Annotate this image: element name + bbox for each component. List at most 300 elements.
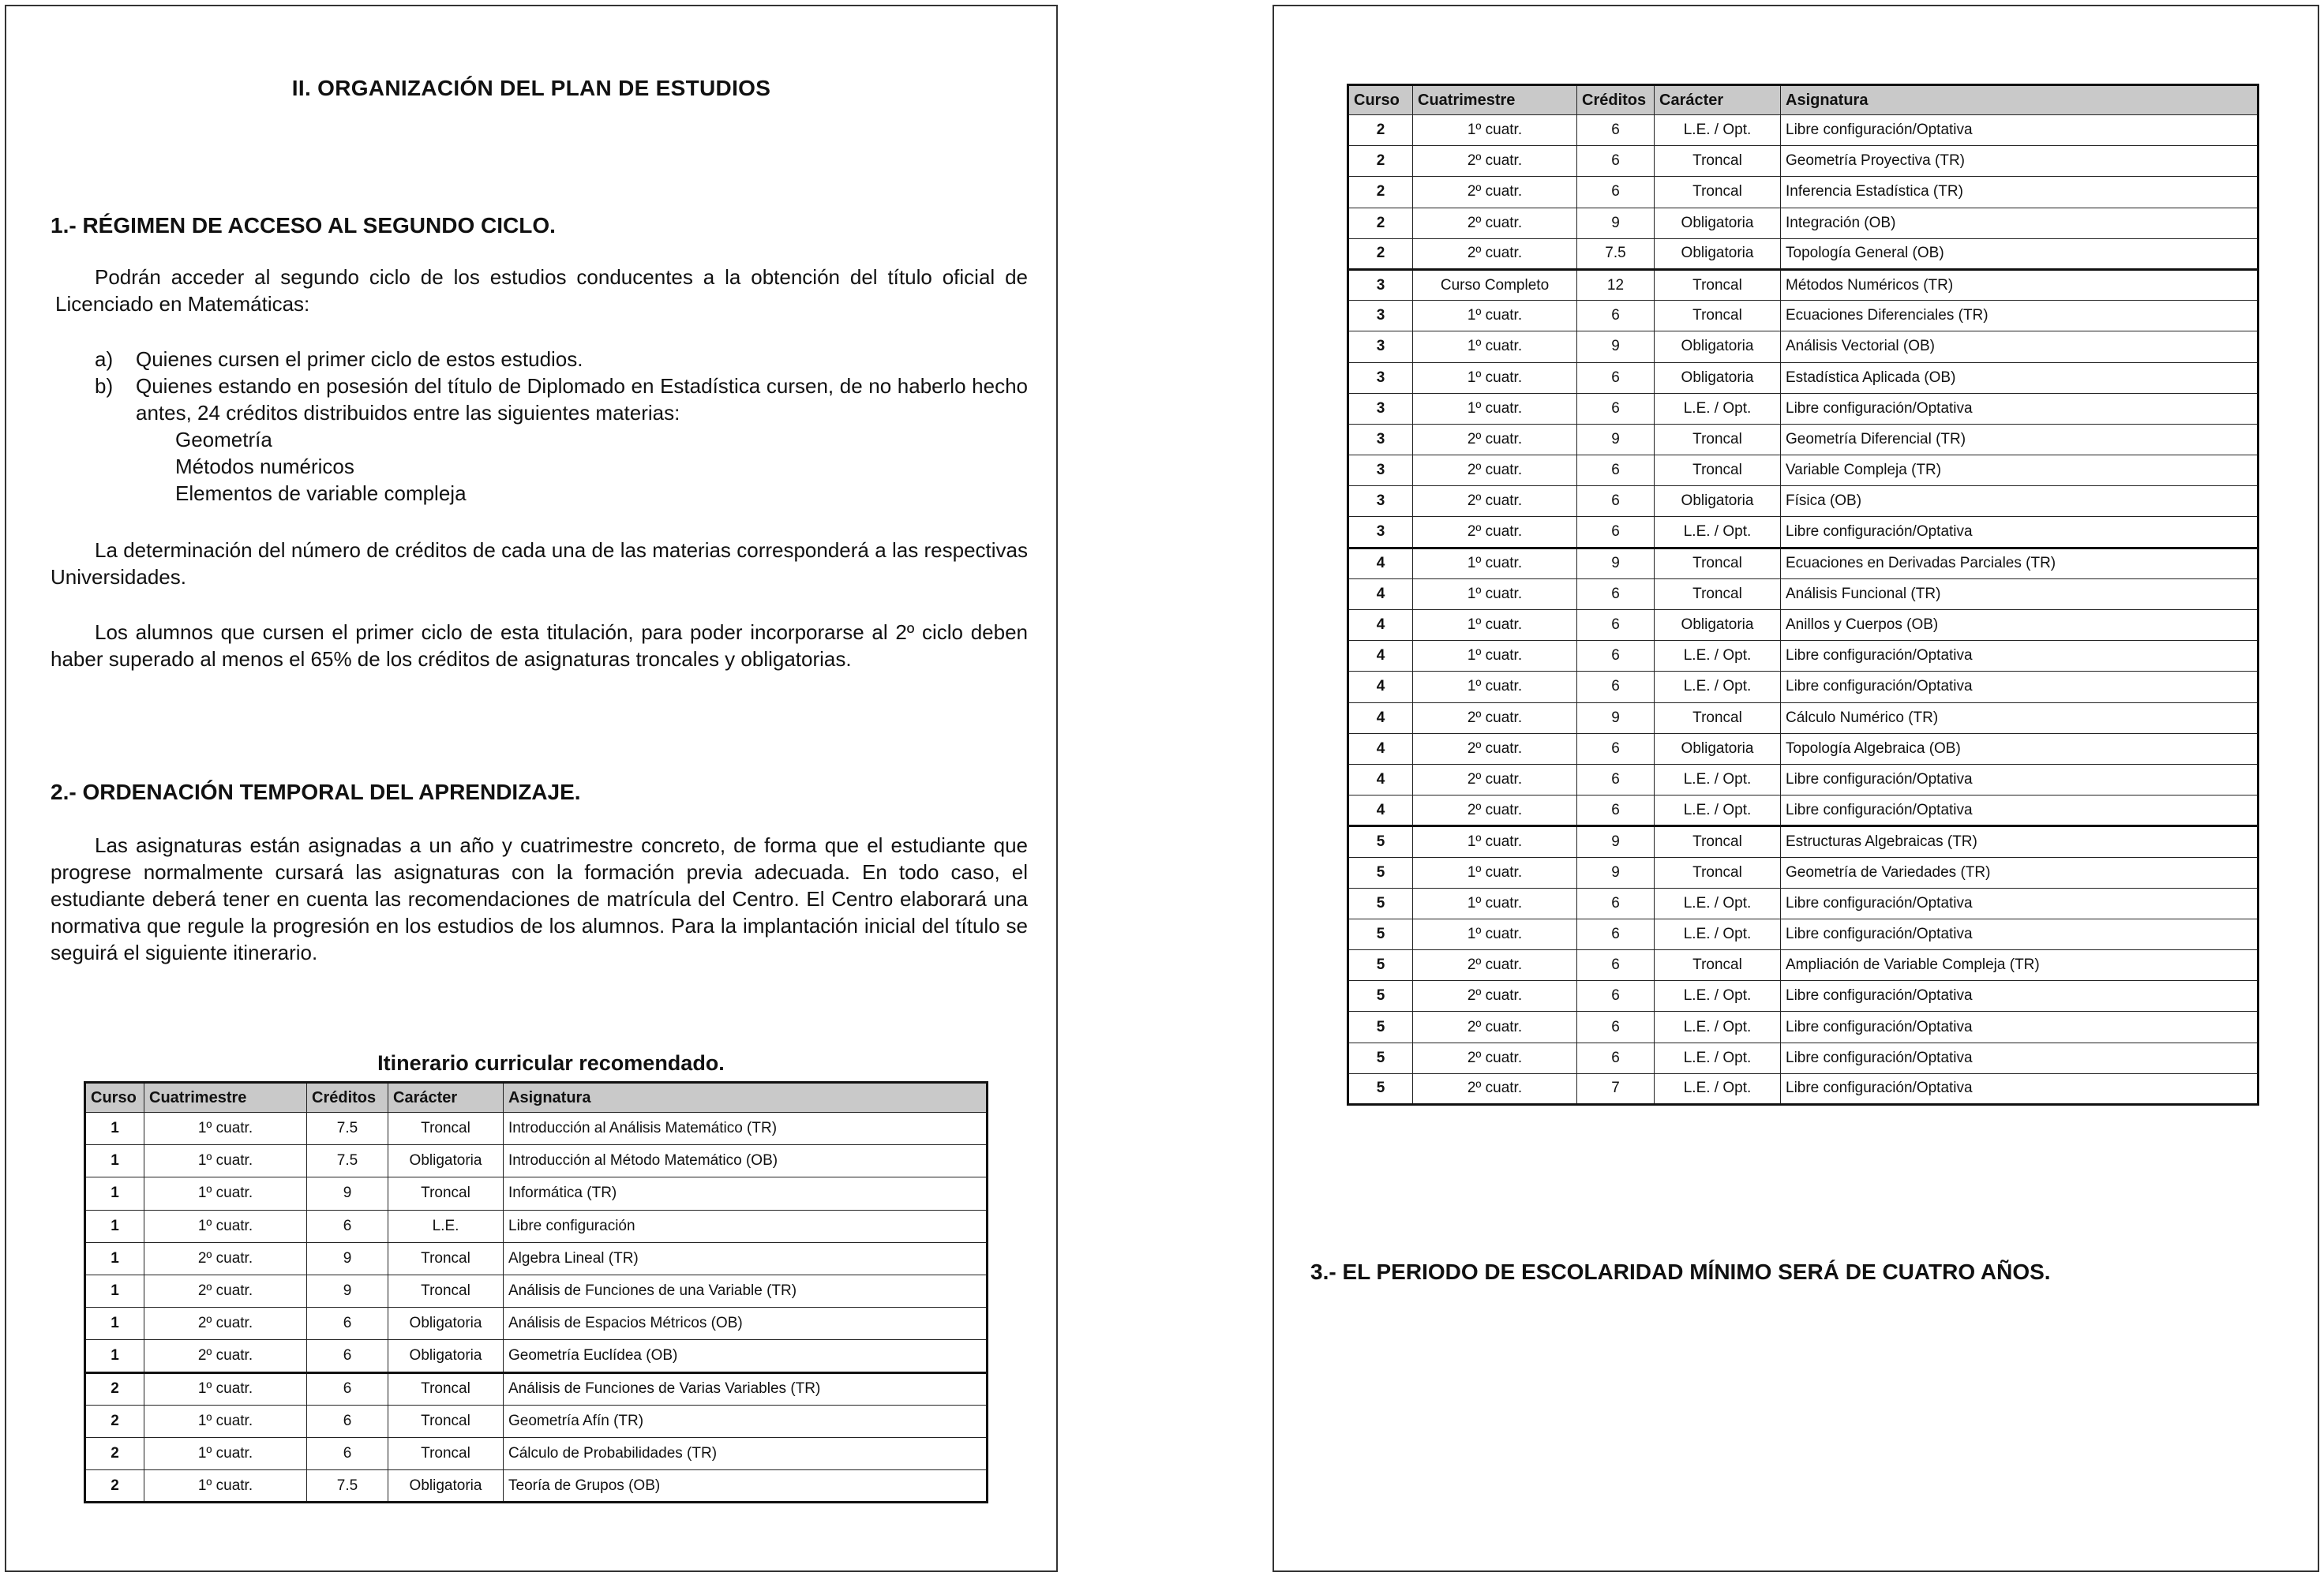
cell-asignatura: Ecuaciones Diferenciales (TR) — [1781, 301, 2258, 331]
cell-creditos: 6 — [1577, 486, 1655, 517]
cell-asignatura: Inferencia Estadística (TR) — [1781, 177, 2258, 208]
cell-cuatrimestre: 2º cuatr. — [1413, 950, 1577, 981]
table-row — [85, 1437, 988, 1469]
cell-creditos: 7.5 — [307, 1113, 388, 1145]
cell-creditos: 6 — [1577, 578, 1655, 609]
cell-asignatura: Integración (OB) — [1781, 208, 2258, 238]
header-caracter: Carácter — [388, 1083, 504, 1113]
cell-curso: 4 — [1348, 764, 1413, 795]
cell-cuatrimestre: 2º cuatr. — [144, 1340, 307, 1372]
cell-asignatura: Geometría Diferencial (TR) — [1781, 424, 2258, 455]
cell-cuatrimestre: 2º cuatr. — [144, 1242, 307, 1275]
cell-curso: 3 — [1348, 362, 1413, 393]
cell-cuatrimestre: 2º cuatr. — [1413, 208, 1577, 238]
cell-cuatrimestre: 2º cuatr. — [1413, 981, 1577, 1012]
table-row — [1348, 208, 2258, 238]
access-item-b-text: Quienes estando en posesión del título de Diplomado en Estadística cursen, de no haberlo hecho antes, 24 créditos distribuidos entre las siguientes materias: — [136, 374, 1028, 425]
cell-cuatrimestre: 2º cuatr. — [1413, 1043, 1577, 1073]
cell-cuatrimestre: 1º cuatr. — [144, 1437, 307, 1469]
cell-caracter: L.E. / Opt. — [1655, 888, 1781, 919]
cell-caracter: Troncal — [388, 1113, 504, 1145]
cell-asignatura: Análisis de Espacios Métricos (OB) — [504, 1308, 988, 1340]
table-row — [1348, 919, 2258, 949]
cell-cuatrimestre: 1º cuatr. — [144, 1210, 307, 1242]
cell-curso: 5 — [1348, 981, 1413, 1012]
cell-caracter: Obligatoria — [1655, 208, 1781, 238]
cell-creditos: 9 — [307, 1242, 388, 1275]
cell-creditos: 6 — [1577, 301, 1655, 331]
cell-asignatura: Libre configuración/Optativa — [1781, 796, 2258, 826]
table-row — [1348, 1043, 2258, 1073]
cell-curso: 2 — [1348, 208, 1413, 238]
cell-caracter: Troncal — [1655, 950, 1781, 981]
cell-curso: 3 — [1348, 301, 1413, 331]
table-row — [85, 1308, 988, 1340]
cell-asignatura: Análisis de Funciones de Varias Variables (TR) — [504, 1372, 988, 1405]
cell-caracter: Troncal — [1655, 301, 1781, 331]
cell-creditos: 6 — [1577, 1043, 1655, 1073]
cell-asignatura: Análisis de Funciones de una Variable (TR) — [504, 1275, 988, 1307]
cell-creditos: 6 — [1577, 796, 1655, 826]
cell-creditos: 6 — [1577, 393, 1655, 424]
table-row — [85, 1242, 988, 1275]
cell-caracter: Obligatoria — [1655, 331, 1781, 362]
cell-caracter: Obligatoria — [1655, 733, 1781, 764]
section-1-intro — [55, 264, 1028, 317]
header-cuatrimestre: Cuatrimestre — [1413, 85, 1577, 115]
cell-curso: 3 — [1348, 424, 1413, 455]
cell-curso: 4 — [1348, 702, 1413, 733]
table-row — [1348, 764, 2258, 795]
cell-creditos: 6 — [1577, 641, 1655, 672]
cell-cuatrimestre: 1º cuatr. — [144, 1113, 307, 1145]
cell-curso: 4 — [1348, 796, 1413, 826]
table-row — [1348, 455, 2258, 486]
table-row — [1348, 1073, 2258, 1104]
cell-cuatrimestre: 1º cuatr. — [144, 1470, 307, 1503]
header-creditos: Créditos — [307, 1083, 388, 1113]
cell-asignatura: Física (OB) — [1781, 486, 2258, 517]
cell-caracter: L.E. / Opt. — [1655, 393, 1781, 424]
cell-asignatura: Topología General (OB) — [1781, 238, 2258, 269]
table-row — [1348, 672, 2258, 702]
table-row — [85, 1275, 988, 1307]
cell-creditos: 9 — [1577, 548, 1655, 578]
cell-cuatrimestre: 2º cuatr. — [1413, 455, 1577, 486]
header-cuatrimestre: Cuatrimestre — [144, 1083, 307, 1113]
cell-asignatura: Geometría de Variedades (TR) — [1781, 857, 2258, 888]
cell-curso: 2 — [85, 1405, 144, 1437]
table-row — [1348, 331, 2258, 362]
section-1-heading: 1.- RÉGIMEN DE ACCESO AL SEGUNDO CICLO. — [51, 213, 556, 238]
cell-curso: 2 — [85, 1437, 144, 1469]
cell-caracter: Troncal — [1655, 702, 1781, 733]
cell-caracter: Obligatoria — [388, 1308, 504, 1340]
table-row — [1348, 146, 2258, 177]
right-page — [1273, 5, 2319, 1572]
cell-caracter: Troncal — [388, 1437, 504, 1469]
cell-caracter: Obligatoria — [1655, 610, 1781, 641]
section-2-heading: 2.- ORDENACIÓN TEMPORAL DEL APRENDIZAJE. — [51, 780, 581, 804]
cell-creditos: 6 — [1577, 517, 1655, 548]
table-row — [1348, 238, 2258, 269]
cell-curso: 5 — [1348, 857, 1413, 888]
cell-cuatrimestre: 2º cuatr. — [144, 1308, 307, 1340]
cell-asignatura: Libre configuración — [504, 1210, 988, 1242]
cell-asignatura: Introducción al Análisis Matemático (TR) — [504, 1113, 988, 1145]
table-caption: Itinerario curricular recomendado. — [377, 1051, 725, 1075]
cell-asignatura: Anillos y Cuerpos (OB) — [1781, 610, 2258, 641]
subject-item: Métodos numéricos — [175, 455, 354, 478]
header-asignatura: Asignatura — [1781, 85, 2258, 115]
cell-asignatura: Estructuras Algebraicas (TR) — [1781, 826, 2258, 857]
table-row — [85, 1405, 988, 1437]
cell-cuatrimestre: 2º cuatr. — [1413, 764, 1577, 795]
table-row — [85, 1113, 988, 1145]
cell-creditos: 9 — [1577, 208, 1655, 238]
table-row — [1348, 517, 2258, 548]
table-row — [1348, 424, 2258, 455]
table-row — [1348, 981, 2258, 1012]
cell-cuatrimestre: Curso Completo — [1413, 269, 1577, 300]
section-3-heading: 3.- EL PERIODO DE ESCOLARIDAD MÍNIMO SERÁ DE CUATRO AÑOS. — [1310, 1260, 2051, 1284]
cell-curso: 4 — [1348, 548, 1413, 578]
table-row — [85, 1372, 988, 1405]
cell-cuatrimestre: 2º cuatr. — [1413, 177, 1577, 208]
cell-caracter: Troncal — [1655, 826, 1781, 857]
table-row — [1348, 362, 2258, 393]
table-row — [1348, 115, 2258, 146]
cell-curso: 3 — [1348, 517, 1413, 548]
table-row — [1348, 857, 2258, 888]
cell-creditos: 9 — [1577, 702, 1655, 733]
cell-cuatrimestre: 1º cuatr. — [144, 1405, 307, 1437]
curriculum-table-left — [84, 1081, 988, 1503]
cell-caracter: Troncal — [388, 1275, 504, 1307]
header-asignatura: Asignatura — [504, 1083, 988, 1113]
cell-creditos: 9 — [1577, 424, 1655, 455]
header-caracter: Carácter — [1655, 85, 1781, 115]
cell-caracter: L.E. / Opt. — [1655, 764, 1781, 795]
cell-asignatura: Geometría Euclídea (OB) — [504, 1340, 988, 1372]
cell-caracter: Obligatoria — [388, 1145, 504, 1177]
cell-curso: 5 — [1348, 826, 1413, 857]
cell-asignatura: Libre configuración/Optativa — [1781, 115, 2258, 146]
table-row — [1348, 301, 2258, 331]
table-header-row — [85, 1083, 988, 1113]
cell-caracter: L.E. / Opt. — [1655, 981, 1781, 1012]
cell-asignatura: Libre configuración/Optativa — [1781, 517, 2258, 548]
access-list — [95, 346, 1028, 507]
table-row — [1348, 888, 2258, 919]
table-row — [1348, 733, 2258, 764]
cell-caracter: Troncal — [1655, 455, 1781, 486]
subject-item: Geometría — [175, 428, 272, 451]
table-row — [1348, 393, 2258, 424]
cell-creditos: 6 — [1577, 981, 1655, 1012]
cell-creditos: 6 — [1577, 919, 1655, 949]
cell-cuatrimestre: 1º cuatr. — [1413, 301, 1577, 331]
table-row — [1348, 610, 2258, 641]
cell-caracter: L.E. / Opt. — [1655, 517, 1781, 548]
cell-caracter: Troncal — [388, 1242, 504, 1275]
cell-caracter: L.E. / Opt. — [1655, 919, 1781, 949]
cell-cuatrimestre: 2º cuatr. — [1413, 486, 1577, 517]
cell-cuatrimestre: 1º cuatr. — [1413, 641, 1577, 672]
cell-curso: 5 — [1348, 888, 1413, 919]
cell-cuatrimestre: 1º cuatr. — [144, 1372, 307, 1405]
cell-caracter: Obligatoria — [1655, 362, 1781, 393]
cell-creditos: 6 — [1577, 362, 1655, 393]
cell-cuatrimestre: 2º cuatr. — [1413, 146, 1577, 177]
cell-curso: 3 — [1348, 269, 1413, 300]
cell-creditos: 6 — [307, 1340, 388, 1372]
table-row — [1348, 486, 2258, 517]
cell-asignatura: Libre configuración/Optativa — [1781, 393, 2258, 424]
cell-curso: 1 — [85, 1275, 144, 1307]
cell-creditos: 6 — [307, 1308, 388, 1340]
header-creditos: Créditos — [1577, 85, 1655, 115]
cell-cuatrimestre: 1º cuatr. — [144, 1177, 307, 1210]
curriculum-table-right — [1347, 84, 2259, 1106]
cell-creditos: 9 — [307, 1177, 388, 1210]
cell-curso: 2 — [85, 1470, 144, 1503]
cell-cuatrimestre: 1º cuatr. — [1413, 578, 1577, 609]
cell-caracter: Obligatoria — [388, 1470, 504, 1503]
cell-asignatura: Geometría Proyectiva (TR) — [1781, 146, 2258, 177]
cell-creditos: 6 — [1577, 733, 1655, 764]
cell-caracter: L.E. / Opt. — [1655, 641, 1781, 672]
cell-curso: 5 — [1348, 1043, 1413, 1073]
cell-curso: 1 — [85, 1242, 144, 1275]
cell-caracter: Troncal — [1655, 269, 1781, 300]
cell-curso: 3 — [1348, 455, 1413, 486]
header-curso: Curso — [1348, 85, 1413, 115]
cell-creditos: 6 — [1577, 455, 1655, 486]
cell-caracter: Obligatoria — [1655, 486, 1781, 517]
table-row — [1348, 269, 2258, 300]
cell-creditos: 6 — [1577, 115, 1655, 146]
cell-asignatura: Teoría de Grupos (OB) — [504, 1470, 988, 1503]
cell-cuatrimestre: 1º cuatr. — [1413, 115, 1577, 146]
cell-curso: 1 — [85, 1308, 144, 1340]
cell-asignatura: Libre configuración/Optativa — [1781, 1043, 2258, 1073]
cell-creditos: 9 — [1577, 826, 1655, 857]
cell-cuatrimestre: 2º cuatr. — [1413, 424, 1577, 455]
cell-caracter: Troncal — [1655, 548, 1781, 578]
section-2-para: Las asignaturas están asignadas a un año y cuatrimestre concreto, de forma que el estudiante que progrese normalmente cursará las asignaturas con la formación previa adecuada. En todo caso, el estudiante deberá tener en cuenta las recomendaciones de matrícula del Centro. El Centro elaborará una normativa que regule la progresión en los estudios de los alumnos. Para la implantación inicial del título se seguirá el siguiente itinerario. — [51, 833, 1028, 964]
table-row — [1348, 796, 2258, 826]
cell-curso: 3 — [1348, 486, 1413, 517]
subject-list — [95, 426, 1028, 507]
cell-cuatrimestre: 1º cuatr. — [1413, 610, 1577, 641]
cell-cuatrimestre: 2º cuatr. — [1413, 517, 1577, 548]
cell-curso: 4 — [1348, 672, 1413, 702]
cell-asignatura: Libre configuración/Optativa — [1781, 919, 2258, 949]
cell-caracter: L.E. / Opt. — [1655, 1043, 1781, 1073]
cell-asignatura: Ampliación de Variable Compleja (TR) — [1781, 950, 2258, 981]
cell-curso: 3 — [1348, 331, 1413, 362]
cell-creditos: 7.5 — [307, 1145, 388, 1177]
cell-asignatura: Libre configuración/Optativa — [1781, 764, 2258, 795]
cell-asignatura: Estadística Aplicada (OB) — [1781, 362, 2258, 393]
cell-cuatrimestre: 1º cuatr. — [1413, 548, 1577, 578]
cell-asignatura: Análisis Vectorial (OB) — [1781, 331, 2258, 362]
access-item-a — [95, 346, 1028, 372]
cell-asignatura: Variable Compleja (TR) — [1781, 455, 2258, 486]
cell-caracter: Troncal — [388, 1405, 504, 1437]
cell-cuatrimestre: 2º cuatr. — [1413, 238, 1577, 269]
cell-caracter: L.E. — [388, 1210, 504, 1242]
cell-creditos: 6 — [1577, 146, 1655, 177]
left-page — [5, 5, 1058, 1572]
table-row — [1348, 641, 2258, 672]
cell-asignatura: Geometría Afín (TR) — [504, 1405, 988, 1437]
cell-creditos: 6 — [1577, 888, 1655, 919]
cell-caracter: Troncal — [1655, 424, 1781, 455]
cell-curso: 2 — [1348, 146, 1413, 177]
table-row — [1348, 578, 2258, 609]
cell-cuatrimestre: 2º cuatr. — [1413, 1073, 1577, 1104]
cell-cuatrimestre: 2º cuatr. — [144, 1275, 307, 1307]
cell-creditos: 6 — [307, 1405, 388, 1437]
cell-curso: 4 — [1348, 610, 1413, 641]
section-1-para-2: La determinación del número de créditos de cada una de las materias corresponderá a las respectivas Universidades. — [51, 538, 1028, 589]
table-row — [1348, 950, 2258, 981]
table-row — [1348, 702, 2258, 733]
section-1-intro-text: Podrán acceder al segundo ciclo de los estudios conducentes a la obtención del título oficial de Licenciado en Matemáticas: — [55, 265, 1028, 316]
cell-curso: 3 — [1348, 393, 1413, 424]
cell-curso: 2 — [1348, 115, 1413, 146]
cell-cuatrimestre: 1º cuatr. — [1413, 857, 1577, 888]
cell-curso: 4 — [1348, 641, 1413, 672]
cell-curso: 1 — [85, 1210, 144, 1242]
cell-curso: 5 — [1348, 1073, 1413, 1104]
cell-asignatura: Libre configuración/Optativa — [1781, 672, 2258, 702]
table-row — [1348, 826, 2258, 857]
cell-cuatrimestre: 1º cuatr. — [144, 1145, 307, 1177]
cell-curso: 5 — [1348, 919, 1413, 949]
cell-creditos: 7.5 — [1577, 238, 1655, 269]
cell-cuatrimestre: 1º cuatr. — [1413, 331, 1577, 362]
cell-curso: 4 — [1348, 578, 1413, 609]
cell-creditos: 12 — [1577, 269, 1655, 300]
cell-curso: 1 — [85, 1340, 144, 1372]
cell-curso: 4 — [1348, 733, 1413, 764]
cell-creditos: 6 — [307, 1437, 388, 1469]
cell-asignatura: Análisis Funcional (TR) — [1781, 578, 2258, 609]
cell-asignatura: Cálculo Numérico (TR) — [1781, 702, 2258, 733]
cell-curso: 1 — [85, 1145, 144, 1177]
cell-asignatura: Libre configuración/Optativa — [1781, 641, 2258, 672]
cell-asignatura: Libre configuración/Optativa — [1781, 1073, 2258, 1104]
cell-curso: 2 — [85, 1372, 144, 1405]
cell-caracter: Troncal — [1655, 578, 1781, 609]
cell-caracter: L.E. / Opt. — [1655, 1012, 1781, 1043]
table-row — [1348, 1012, 2258, 1043]
cell-cuatrimestre: 1º cuatr. — [1413, 393, 1577, 424]
cell-asignatura: Métodos Numéricos (TR) — [1781, 269, 2258, 300]
cell-creditos: 9 — [307, 1275, 388, 1307]
cell-creditos: 6 — [307, 1210, 388, 1242]
table-row — [85, 1145, 988, 1177]
table-row — [85, 1470, 988, 1503]
cell-creditos: 6 — [1577, 1012, 1655, 1043]
section-1-para-3: Los alumnos que cursen el primer ciclo de esta titulación, para poder incorporarse al 2º ciclo deben haber superado al menos el 65% de los créditos de asignaturas troncales y obligatorias. — [51, 620, 1028, 671]
table-row — [1348, 177, 2258, 208]
cell-asignatura: Topología Algebraica (OB) — [1781, 733, 2258, 764]
cell-cuatrimestre: 2º cuatr. — [1413, 1012, 1577, 1043]
cell-asignatura: Libre configuración/Optativa — [1781, 981, 2258, 1012]
access-item-a-text: Quienes cursen el primer ciclo de estos estudios. — [136, 347, 583, 371]
cell-asignatura: Algebra Lineal (TR) — [504, 1242, 988, 1275]
cell-cuatrimestre: 2º cuatr. — [1413, 796, 1577, 826]
header-curso: Curso — [85, 1083, 144, 1113]
cell-creditos: 6 — [1577, 764, 1655, 795]
cell-asignatura: Introducción al Método Matemático (OB) — [504, 1145, 988, 1177]
table-row — [85, 1210, 988, 1242]
cell-curso: 2 — [1348, 177, 1413, 208]
table-row — [85, 1177, 988, 1210]
cell-caracter: Obligatoria — [388, 1340, 504, 1372]
cell-creditos: 6 — [1577, 610, 1655, 641]
cell-curso: 1 — [85, 1113, 144, 1145]
cell-creditos: 6 — [1577, 672, 1655, 702]
cell-curso: 2 — [1348, 238, 1413, 269]
cell-cuatrimestre: 2º cuatr. — [1413, 702, 1577, 733]
cell-caracter: L.E. / Opt. — [1655, 672, 1781, 702]
table-row — [1348, 548, 2258, 578]
cell-caracter: Troncal — [388, 1372, 504, 1405]
table-row — [85, 1340, 988, 1372]
cell-caracter: L.E. / Opt. — [1655, 1073, 1781, 1104]
table-header-row — [1348, 85, 2258, 115]
access-item-b-marker: b) — [95, 374, 114, 398]
cell-caracter: L.E. / Opt. — [1655, 115, 1781, 146]
cell-creditos: 6 — [1577, 950, 1655, 981]
document-title: II. ORGANIZACIÓN DEL PLAN DE ESTUDIOS — [291, 76, 771, 100]
cell-curso: 1 — [85, 1177, 144, 1210]
cell-caracter: Troncal — [1655, 146, 1781, 177]
cell-asignatura: Libre configuración/Optativa — [1781, 1012, 2258, 1043]
cell-cuatrimestre: 1º cuatr. — [1413, 919, 1577, 949]
cell-creditos: 7 — [1577, 1073, 1655, 1104]
cell-curso: 5 — [1348, 950, 1413, 981]
cell-cuatrimestre: 1º cuatr. — [1413, 826, 1577, 857]
cell-asignatura: Libre configuración/Optativa — [1781, 888, 2258, 919]
cell-creditos: 9 — [1577, 331, 1655, 362]
cell-cuatrimestre: 2º cuatr. — [1413, 733, 1577, 764]
cell-caracter: Troncal — [1655, 177, 1781, 208]
cell-asignatura: Ecuaciones en Derivadas Parciales (TR) — [1781, 548, 2258, 578]
cell-creditos: 6 — [307, 1372, 388, 1405]
cell-caracter: Troncal — [388, 1177, 504, 1210]
cell-cuatrimestre: 1º cuatr. — [1413, 362, 1577, 393]
cell-creditos: 7.5 — [307, 1470, 388, 1503]
cell-cuatrimestre: 1º cuatr. — [1413, 888, 1577, 919]
cell-caracter: L.E. / Opt. — [1655, 796, 1781, 826]
access-item-b — [95, 372, 1028, 426]
subject-item: Elementos de variable compleja — [175, 481, 467, 505]
cell-creditos: 9 — [1577, 857, 1655, 888]
cell-caracter: Troncal — [1655, 857, 1781, 888]
cell-caracter: Obligatoria — [1655, 238, 1781, 269]
access-item-a-marker: a) — [95, 347, 114, 371]
cell-asignatura: Cálculo de Probabilidades (TR) — [504, 1437, 988, 1469]
cell-curso: 5 — [1348, 1012, 1413, 1043]
cell-cuatrimestre: 1º cuatr. — [1413, 672, 1577, 702]
cell-creditos: 6 — [1577, 177, 1655, 208]
